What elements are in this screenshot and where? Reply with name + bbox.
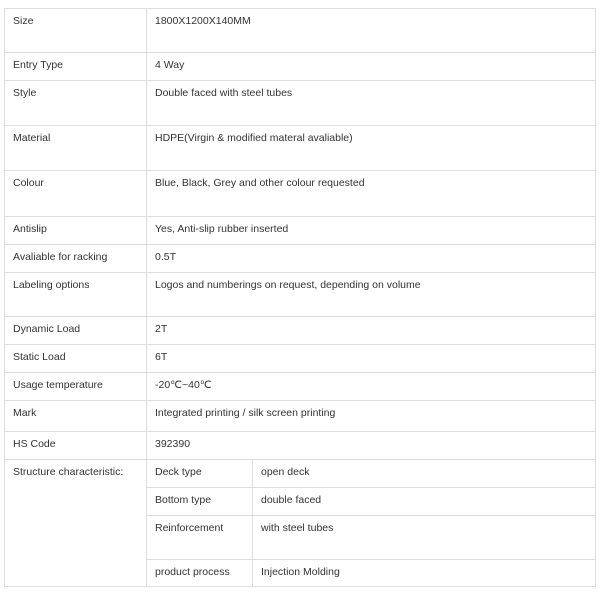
spec-value: 6T — [147, 345, 596, 373]
structure-label: Structure characteristic: — [5, 460, 147, 587]
table-row — [5, 81, 596, 126]
structure-item-label: Reinforcement — [147, 516, 253, 560]
structure-item-label: product process — [147, 560, 253, 587]
table-row — [5, 273, 596, 317]
spec-label: Dynamic Load — [5, 317, 147, 345]
spec-label: Static Load — [5, 345, 147, 373]
table-row — [5, 53, 596, 81]
structure-item-value: with steel tubes — [253, 516, 596, 560]
spec-value: 392390 — [147, 432, 596, 460]
table-row — [5, 245, 596, 273]
spec-label: Colour — [5, 171, 147, 217]
table-row — [5, 126, 596, 171]
table-row — [5, 217, 596, 245]
table-row — [5, 373, 596, 401]
spec-label: Avaliable for racking — [5, 245, 147, 273]
structure-item-label: Bottom type — [147, 488, 253, 516]
table-row — [5, 345, 596, 373]
table-row — [5, 317, 596, 345]
spec-label: Material — [5, 126, 147, 171]
spec-value: HDPE(Virgin & modified materal avaliable) — [147, 126, 596, 171]
structure-item-label: Deck type — [147, 460, 253, 488]
table-row — [5, 9, 596, 53]
spec-value: Yes, Anti-slip rubber inserted — [147, 217, 596, 245]
spec-value: Logos and numberings on request, depending on volume — [147, 273, 596, 317]
spec-value: 1800X1200X140MM — [147, 9, 596, 53]
table-row — [5, 171, 596, 217]
spec-label: Entry Type — [5, 53, 147, 81]
spec-label: Usage temperature — [5, 373, 147, 401]
spec-value: Integrated printing / silk screen printing — [147, 401, 596, 432]
spec-value: 4 Way — [147, 53, 596, 81]
spec-value: Double faced with steel tubes — [147, 81, 596, 126]
spec-table — [4, 8, 596, 587]
spec-label: Style — [5, 81, 147, 126]
structure-item-value: Injection Molding — [253, 560, 596, 587]
spec-value: -20℃~40℃ — [147, 373, 596, 401]
spec-label: Antislip — [5, 217, 147, 245]
table-row — [5, 401, 596, 432]
table-row — [5, 460, 596, 488]
spec-label: Mark — [5, 401, 147, 432]
structure-item-value: open deck — [253, 460, 596, 488]
spec-label: Size — [5, 9, 147, 53]
structure-item-value: double faced — [253, 488, 596, 516]
spec-value: 2T — [147, 317, 596, 345]
spec-label: HS Code — [5, 432, 147, 460]
spec-value: 0.5T — [147, 245, 596, 273]
table-row — [5, 432, 596, 460]
spec-value: Blue, Black, Grey and other colour requested — [147, 171, 596, 217]
spec-label: Labeling options — [5, 273, 147, 317]
